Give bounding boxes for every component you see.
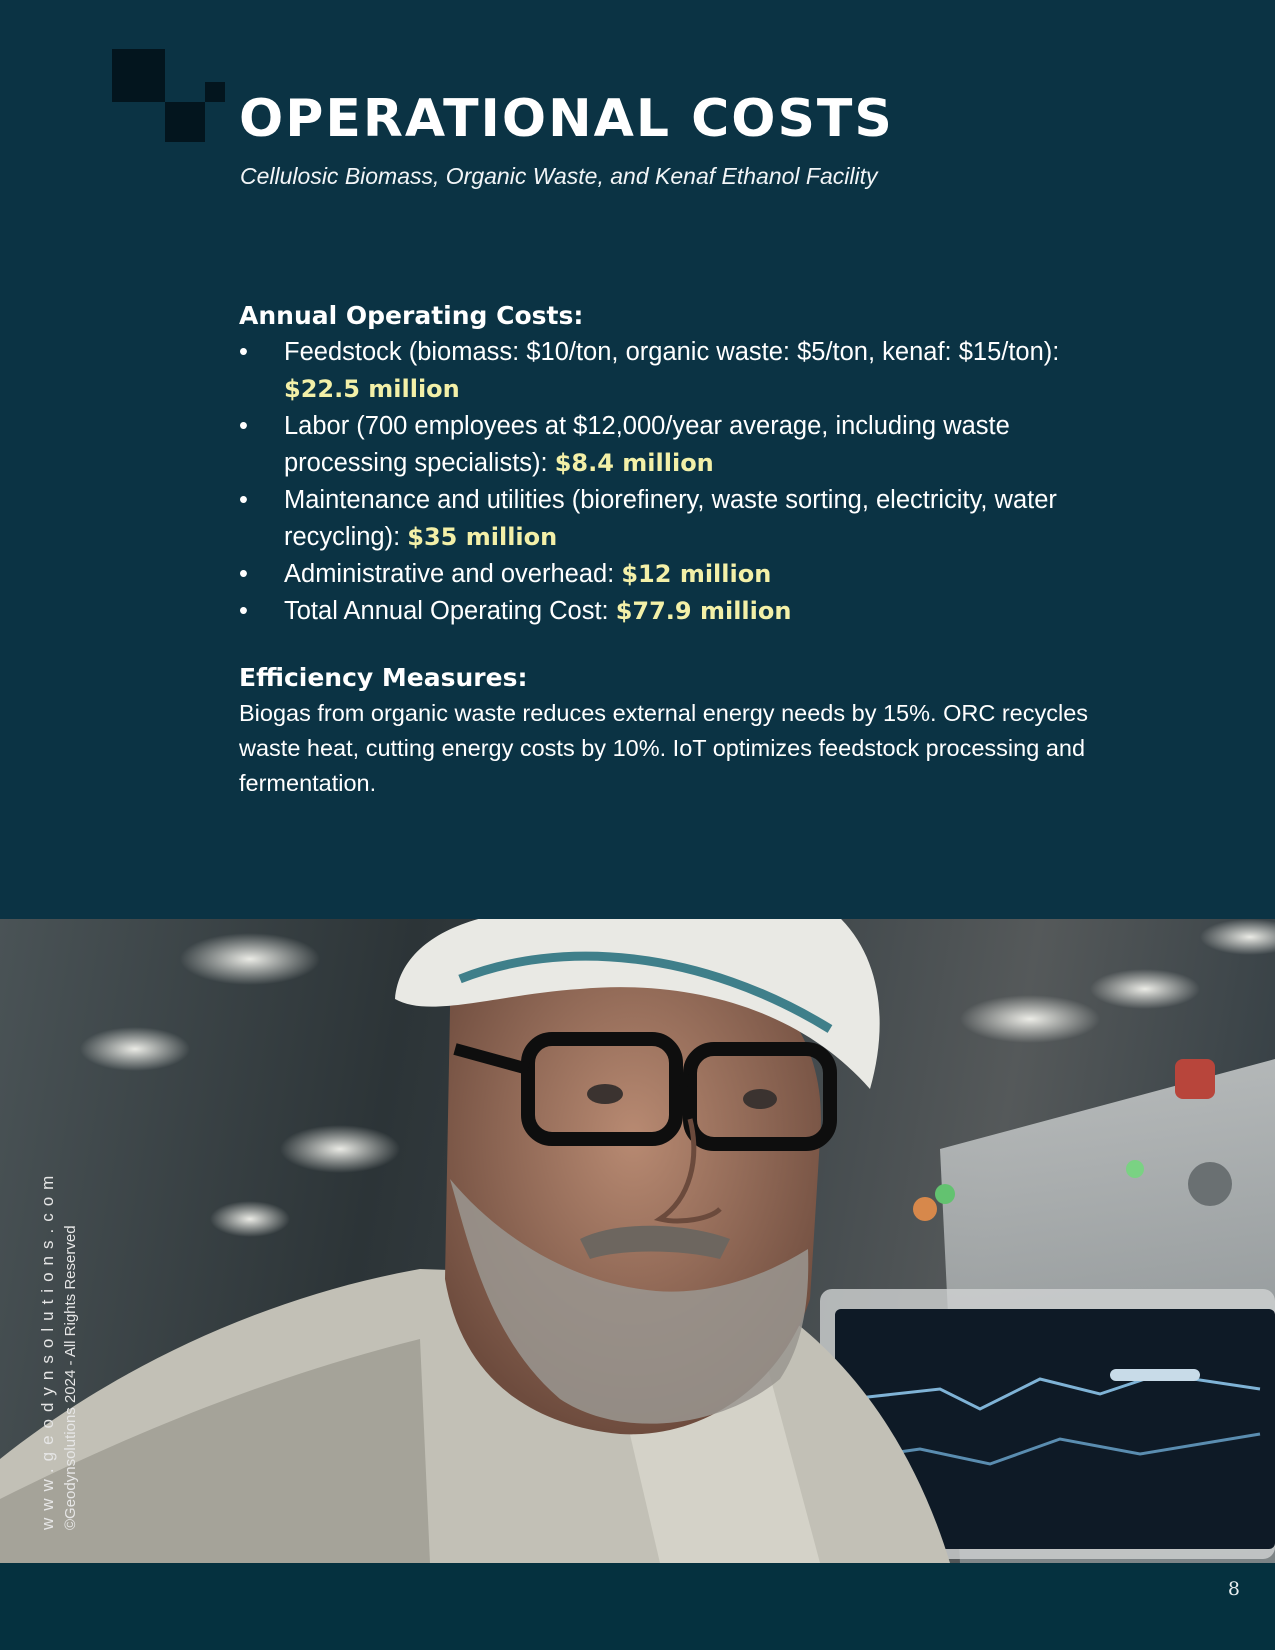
page-number: 8 bbox=[1227, 1578, 1240, 1600]
list-item bbox=[239, 593, 1119, 630]
list-item bbox=[239, 556, 1119, 593]
cost-amount: $77.9 million bbox=[615, 597, 792, 625]
website-url: www.geodynsolutions.com bbox=[38, 1168, 57, 1530]
red-button bbox=[1175, 1059, 1215, 1099]
footer-band bbox=[0, 1563, 1275, 1650]
indicator-light bbox=[913, 1197, 937, 1221]
bullet-icon: • bbox=[239, 338, 248, 366]
ceiling-light bbox=[1090, 969, 1200, 1009]
bullet-icon: • bbox=[239, 412, 248, 440]
bullet-icon: • bbox=[239, 597, 248, 625]
cost-amount: $35 million bbox=[407, 523, 558, 551]
cost-description: Feedstock (biomass: $10/ton, organic waste: $5/ton, kenaf: $15/ton): bbox=[284, 338, 1060, 366]
annual-costs-list bbox=[239, 334, 1119, 630]
ceiling-light bbox=[80, 1027, 190, 1071]
cost-description: Maintenance and utilities (biorefinery, waste sorting, electricity, water recycling): bbox=[284, 486, 1057, 551]
cost-amount: $8.4 million bbox=[554, 449, 714, 477]
glasses-bridge bbox=[676, 1079, 692, 1081]
bullet-icon: • bbox=[239, 560, 248, 588]
worker-illustration bbox=[0, 919, 1275, 1563]
ceiling-light bbox=[1200, 919, 1275, 955]
panel-knob bbox=[1188, 1162, 1232, 1206]
ceiling-light bbox=[280, 1125, 400, 1173]
list-item bbox=[239, 408, 1119, 482]
ceiling-light bbox=[960, 995, 1100, 1043]
screen-bar bbox=[1110, 1369, 1200, 1381]
main-content bbox=[239, 300, 1119, 801]
sidebar-credits bbox=[37, 1169, 81, 1530]
cost-amount: $22.5 million bbox=[284, 375, 460, 403]
efficiency-body: Biogas from organic waste reduces external energy needs by 15%. ORC recycles waste heat, cutting energy costs by 10%. IoT optimizes feedstock processing and fermentation. bbox=[239, 700, 1089, 796]
list-item bbox=[239, 334, 1119, 408]
ceiling-light bbox=[180, 933, 320, 985]
ceiling-light bbox=[210, 1201, 290, 1237]
cost-description: Administrative and overhead: bbox=[284, 560, 622, 588]
page-subtitle: Cellulosic Biomass, Organic Waste, and Kenaf Ethanol Facility bbox=[240, 163, 878, 189]
left-eye bbox=[587, 1084, 623, 1104]
indicator-light bbox=[935, 1184, 955, 1204]
copyright-notice: ©Geodynsolutions 2024 - All Rights Reserved bbox=[62, 1225, 79, 1530]
cost-description: Labor (700 employees at $12,000/year average, including waste processing specialists): bbox=[284, 412, 1010, 477]
annual-costs-heading: Annual Operating Costs: bbox=[239, 301, 584, 330]
indicator-light bbox=[1126, 1160, 1144, 1178]
cost-amount: $12 million bbox=[621, 560, 772, 588]
page-title: OPERATIONAL COSTS bbox=[239, 89, 894, 149]
bullet-icon: • bbox=[239, 486, 248, 514]
worker-photo bbox=[0, 919, 1275, 1563]
efficiency-heading: Efficiency Measures: bbox=[239, 663, 528, 692]
cost-description: Total Annual Operating Cost: bbox=[284, 597, 616, 625]
logo-mark bbox=[112, 49, 225, 142]
right-eye bbox=[743, 1089, 777, 1109]
list-item bbox=[239, 482, 1119, 556]
